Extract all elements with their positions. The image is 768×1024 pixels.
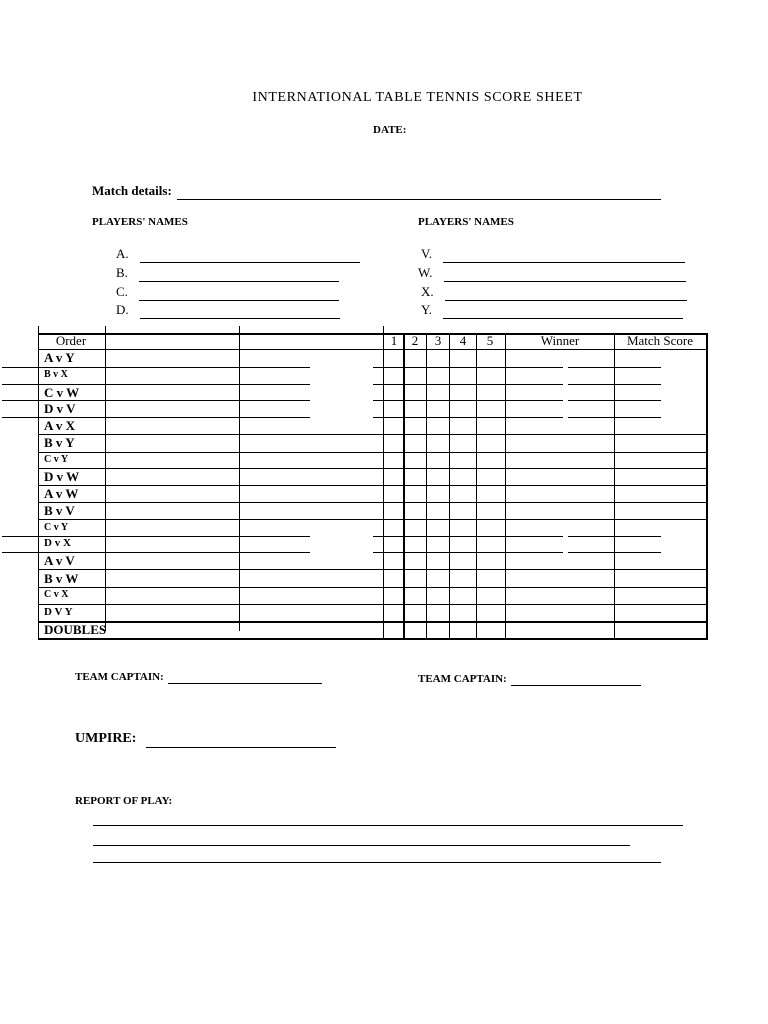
match-details-row xyxy=(92,183,661,200)
players-heading-right: PLAYERS' NAMES xyxy=(418,216,514,228)
report-label: REPORT OF PLAY: xyxy=(75,795,173,807)
fill-line xyxy=(373,417,563,418)
report-line[interactable] xyxy=(93,862,661,863)
table-rule xyxy=(38,502,708,503)
table-rule xyxy=(476,333,477,639)
table-rule xyxy=(383,326,384,639)
date-label: DATE: xyxy=(373,124,407,136)
row-label: C v W xyxy=(44,385,80,400)
header-game-4: 4 xyxy=(459,333,467,348)
player-letter: W. xyxy=(418,265,433,280)
table-rule xyxy=(38,349,708,350)
table-rule xyxy=(38,485,708,486)
row-label: D v W xyxy=(44,469,80,484)
row-label: A v V xyxy=(44,553,75,568)
fill-line xyxy=(2,417,310,418)
player-y-field[interactable] xyxy=(443,302,683,319)
table-rule xyxy=(38,621,708,623)
player-letter: Y. xyxy=(421,302,432,317)
row-label: B v Y xyxy=(44,435,75,450)
header-game-1: 1 xyxy=(390,333,398,348)
player-letter: D. xyxy=(116,302,129,317)
table-rule xyxy=(38,638,708,640)
player-letter: B. xyxy=(116,265,128,280)
player-d-field[interactable] xyxy=(140,302,340,319)
table-rule xyxy=(706,333,708,639)
fill-line xyxy=(373,400,563,401)
fill-line xyxy=(373,384,563,385)
player-w-field[interactable] xyxy=(444,265,686,282)
table-rule xyxy=(449,333,450,639)
row-label: C v X xyxy=(44,589,69,600)
player-a-row xyxy=(116,246,360,263)
row-label: B v V xyxy=(44,503,75,518)
table-rule xyxy=(403,333,405,639)
table-rule xyxy=(105,326,106,631)
table-rule xyxy=(38,519,708,520)
match-details-label: Match details: xyxy=(92,183,172,198)
table-rule xyxy=(426,333,427,639)
umpire-row xyxy=(75,731,336,748)
table-rule xyxy=(505,333,506,639)
header-winner: Winner xyxy=(540,333,580,348)
report-line[interactable] xyxy=(93,845,630,846)
player-b-row xyxy=(116,265,339,282)
row-label: DOUBLES xyxy=(44,622,107,637)
fill-line xyxy=(2,384,310,385)
player-v-field[interactable] xyxy=(443,246,685,263)
fill-line xyxy=(2,536,310,537)
row-label: A v W xyxy=(44,486,79,501)
table-rule xyxy=(38,569,708,570)
table-rule xyxy=(38,326,39,639)
header-game-5: 5 xyxy=(486,333,494,348)
table-rule xyxy=(239,326,240,631)
header-game-3: 3 xyxy=(434,333,442,348)
player-letter: A. xyxy=(116,246,129,261)
umpire-label: UMPIRE: xyxy=(75,731,137,746)
player-letter: V. xyxy=(421,246,432,261)
table-rule xyxy=(614,333,615,639)
row-label: C v Y xyxy=(44,522,69,533)
row-label: B v W xyxy=(44,571,79,586)
fill-line xyxy=(2,552,310,553)
match-details-field[interactable] xyxy=(177,183,661,200)
player-x-row xyxy=(421,284,687,301)
fill-line xyxy=(373,367,563,368)
player-letter: X. xyxy=(421,284,434,299)
player-x-field[interactable] xyxy=(445,284,687,301)
row-label: D V Y xyxy=(44,606,73,618)
captain-right-label: TEAM CAPTAIN: xyxy=(418,673,507,685)
fill-line xyxy=(2,400,310,401)
fill-line xyxy=(373,552,563,553)
page-title: INTERNATIONAL TABLE TENNIS SCORE SHEET xyxy=(252,90,583,105)
player-w-row xyxy=(418,265,686,282)
captain-left-label: TEAM CAPTAIN: xyxy=(75,671,164,683)
table-rule xyxy=(38,452,708,453)
header-game-2: 2 xyxy=(411,333,419,348)
fill-line xyxy=(373,536,563,537)
captain-left-row xyxy=(75,671,322,684)
row-label: D v X xyxy=(44,537,71,549)
fill-line xyxy=(2,367,310,368)
player-a-field[interactable] xyxy=(140,246,360,263)
player-b-field[interactable] xyxy=(139,265,339,282)
captain-right-row xyxy=(418,673,641,686)
table-rule xyxy=(38,434,708,435)
header-match-score: Match Score xyxy=(626,333,694,348)
header-order: Order xyxy=(55,333,87,348)
player-y-row xyxy=(421,302,683,319)
row-label: C v Y xyxy=(44,454,69,465)
players-heading-left: PLAYERS' NAMES xyxy=(92,216,188,228)
umpire-field[interactable] xyxy=(146,731,336,748)
row-label: B v X xyxy=(44,369,68,380)
row-label: A v X xyxy=(44,418,76,433)
table-rule xyxy=(38,333,708,335)
row-label: D v V xyxy=(44,401,76,416)
player-v-row xyxy=(421,246,685,263)
player-c-field[interactable] xyxy=(139,284,339,301)
report-line[interactable] xyxy=(93,825,683,826)
captain-left-field[interactable] xyxy=(168,671,322,684)
player-c-row xyxy=(116,284,339,301)
row-label: A v Y xyxy=(44,350,75,365)
player-letter: C. xyxy=(116,284,128,299)
captain-right-field[interactable] xyxy=(511,673,641,686)
table-rule xyxy=(38,587,708,588)
table-rule xyxy=(38,468,708,469)
table-rule xyxy=(38,604,708,605)
player-d-row xyxy=(116,302,340,319)
